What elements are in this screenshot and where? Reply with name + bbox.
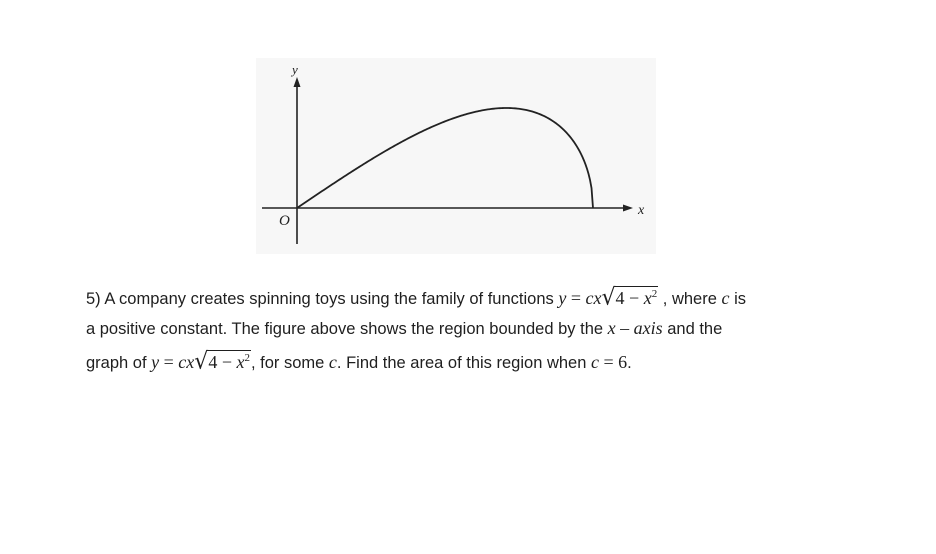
function-factor-2: cx (178, 352, 195, 372)
y-axis-label: y (292, 62, 298, 77)
y-axis-arrowhead (294, 77, 301, 87)
equals-sign-2: = (159, 352, 179, 372)
x-axis-arrowhead (623, 205, 633, 212)
question-line1-text-b: , where (662, 290, 717, 308)
question-number: 5) (86, 290, 101, 308)
question-line3-text-a: graph of (86, 354, 147, 372)
question-line3-text-b: , for some (250, 354, 325, 372)
question-line-1 (86, 283, 886, 313)
x-axis-phrase-dash: – (615, 318, 634, 338)
curve (297, 108, 593, 208)
given-value: 6 (618, 352, 628, 372)
question-line1-text-a: A company creates spinning toys using the family of functions (104, 290, 554, 308)
question-text (86, 283, 886, 377)
constant-symbol: c (721, 288, 730, 308)
equals-sign: = (566, 288, 586, 308)
constant-symbol-3: c (591, 352, 599, 372)
question-line-3 (86, 347, 886, 377)
final-period: . (627, 354, 632, 372)
radical-sign-2: √ (194, 348, 209, 375)
radical (602, 284, 659, 314)
question-line1-text-c: is (734, 290, 747, 308)
graph-figure (256, 58, 656, 254)
question-line2-text-a: a positive constant. The figure above shows the region bounded by the (86, 320, 604, 338)
x-axis-phrase-word: axis (633, 318, 663, 338)
radical-sign: √ (601, 284, 616, 311)
x-axis-label: x (638, 203, 645, 218)
question-line-2 (86, 313, 886, 343)
graph-svg (256, 58, 656, 254)
function-lhs-2: y (151, 352, 160, 372)
origin-label: O (279, 213, 290, 229)
question-line2-text-b: and the (667, 320, 723, 338)
x-axis-phrase-var: x (607, 318, 616, 338)
function-factor: cx (585, 288, 602, 308)
equals-sign-3: = (599, 352, 619, 372)
radicand-2: $4 - x^2$ (208, 352, 250, 372)
radical-2 (194, 348, 251, 378)
constant-symbol-2: c (328, 352, 337, 372)
question-line3-text-c: . Find the area of this region when (336, 354, 587, 372)
function-lhs: y (558, 288, 567, 308)
radicand: $4 - x^2$ (615, 288, 658, 308)
